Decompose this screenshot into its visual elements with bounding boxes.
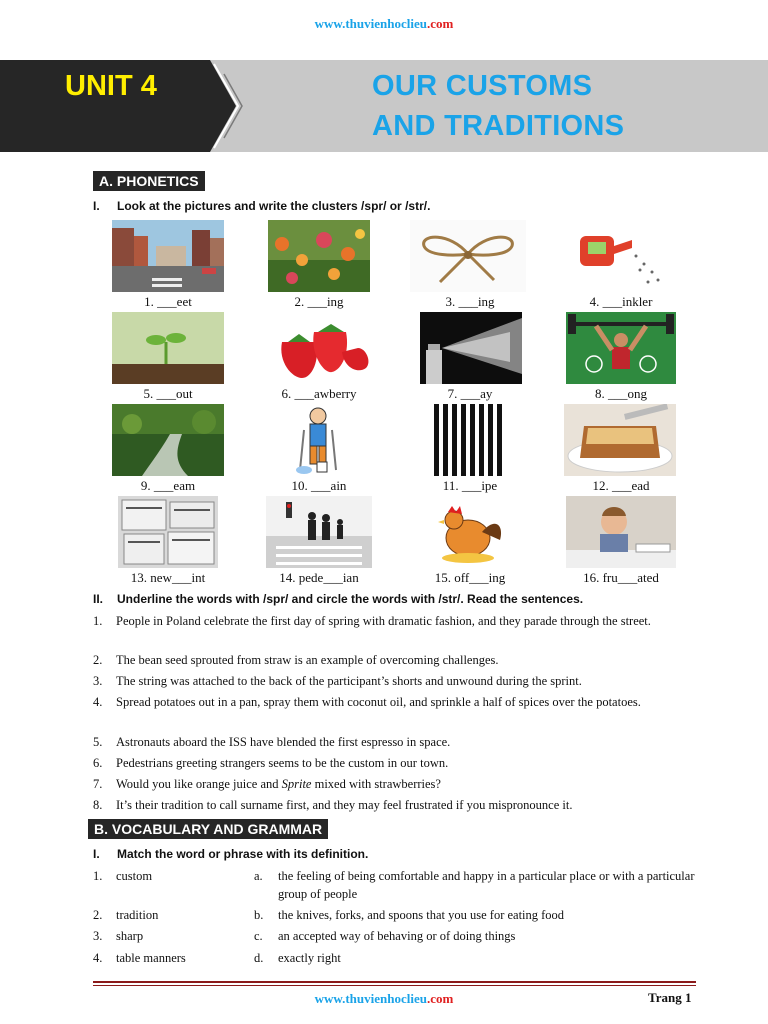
picture-caption: 16. fru___ated [583, 570, 659, 585]
match-definition: exactly right [278, 951, 341, 965]
sentence-text: People in Poland celebrate the first day of spring with dramatic fashion, and they parade through the street. [116, 614, 651, 628]
sentence-text: Pedestrians greeting strangers seems to be the custom in our town. [116, 756, 449, 770]
sentence-number: 6. [93, 756, 103, 770]
match-letter: d. [254, 951, 264, 965]
picture-caption: 8. ___ong [595, 386, 647, 401]
sentence-item [93, 776, 696, 793]
match-letter: c. [254, 929, 263, 943]
match-definition: the feeling of being comfortable and happy in a particular place or with a particular group of people [278, 869, 695, 901]
part-number: II. [93, 592, 104, 606]
page-number: Trang 1 [648, 990, 692, 1005]
footer-url-tld: .com [426, 991, 454, 1006]
unit-title: UNIT 4 [65, 70, 157, 102]
section-a-heading: A. PHONETICS [93, 171, 205, 191]
picture-caption: 11. ___ipe [442, 478, 498, 493]
header-url-tld: .com [426, 16, 454, 31]
newsprint-image [118, 496, 218, 568]
spring-flowers-image [268, 220, 370, 292]
part-number: I. [93, 847, 100, 861]
sentence-item [93, 797, 696, 814]
match-letter: b. [254, 908, 264, 922]
sentence-item [93, 652, 696, 669]
sentence-text-part: mixed with strawberries? [311, 777, 441, 791]
match-number: 1. [93, 869, 103, 883]
frustrated-child-image [566, 496, 676, 568]
instruction-text: Underline the words with /spr/ and circle the words with /str/. Read the sentences. [117, 592, 584, 606]
match-number: 2. [93, 908, 103, 922]
sentence-number: 3. [93, 674, 103, 688]
sentence-item [93, 694, 696, 711]
picture-caption: 13. new___int [130, 570, 206, 585]
spray-image [420, 312, 522, 384]
sentence-number: 5. [93, 735, 103, 749]
header-url-main: www.thuvienhoclieu [314, 16, 427, 31]
sentence-text: It’s their tradition to call surname first, and they may feel frustrated if you mispronounce it. [116, 798, 573, 812]
strain-boy-crutches-image [290, 404, 346, 476]
sprinkler-image [574, 220, 666, 292]
sprout-image [112, 312, 224, 384]
picture-caption: 5. ___out [143, 386, 193, 401]
sentence-number: 8. [93, 798, 103, 812]
picture-caption: 3. ___ing [445, 294, 495, 309]
match-number: 4. [93, 951, 103, 965]
sentence-text [116, 776, 696, 793]
strawberry-image [262, 312, 374, 384]
sentence-number: 7. [93, 777, 103, 791]
pedestrian-crossing-image [266, 496, 372, 568]
sentence-text: Astronauts aboard the ISS have blended the first espresso in space. [116, 735, 451, 749]
sentence-item [93, 613, 696, 630]
strong-weightlifter-image [566, 312, 676, 384]
sentence-text: Spread potatoes out in a pan, spray them with coconut oil, and sprinkle a half of spices over the potatoes. [116, 695, 641, 709]
sentence-number: 2. [93, 653, 103, 667]
footer-divider [93, 981, 696, 983]
match-definition: an accepted way of behaving or of doing things [278, 929, 516, 943]
unit-subtitle-line2: AND TRADITIONS [372, 110, 625, 142]
picture-caption: 12. ___ead [592, 478, 650, 493]
sentence-text: The string was attached to the back of the participant’s shorts and unwound during the sprint. [116, 674, 582, 688]
hen-offspring-image [434, 496, 506, 568]
picture-caption: 2. ___ing [294, 294, 344, 309]
instruction-text: Match the word or phrase with its definition. [117, 847, 369, 861]
part-number: I. [93, 199, 100, 213]
unit-subtitle-line1: OUR CUSTOMS [372, 70, 593, 102]
sentence-text-part: Would you like orange juice and [116, 777, 282, 791]
picture-caption: 4. ___inkler [589, 294, 653, 309]
match-word: tradition [116, 908, 159, 922]
instruction-text: Look at the pictures and write the clusters /spr/ or /str/. [117, 199, 431, 213]
match-definition: the knives, forks, and spoons that you use for eating food [278, 908, 565, 922]
stripe-image [434, 404, 506, 476]
header-url[interactable] [0, 16, 768, 32]
match-word: custom [116, 869, 153, 883]
picture-caption: 7. ___ay [447, 386, 493, 401]
street-image [112, 220, 224, 292]
match-word: sharp [116, 929, 144, 943]
picture-caption: 9. ___eam [140, 478, 196, 493]
picture-caption: 6. ___awberry [281, 386, 357, 401]
match-letter: a. [254, 869, 263, 883]
footer-divider [93, 985, 696, 986]
unit-banner [0, 60, 768, 152]
sentence-number: 4. [93, 695, 103, 709]
section-b-part1-instruction [93, 847, 368, 861]
sentence-text: The bean seed sprouted from straw is an example of overcoming challenges. [116, 653, 499, 667]
picture-caption: 1. ___eet [144, 294, 192, 309]
sentence-item [93, 734, 696, 751]
sentence-item [93, 755, 696, 772]
spread-bread-image [564, 404, 676, 476]
section-a-part2-instruction [93, 592, 583, 606]
match-word: table manners [116, 951, 186, 965]
string-bow-image [410, 220, 526, 292]
sentence-item [93, 673, 696, 690]
stream-image [112, 404, 224, 476]
sentence-number: 1. [93, 614, 103, 628]
footer-url-main: www.thuvienhoclieu [314, 991, 427, 1006]
sentence-text-italic: Sprite [281, 777, 312, 791]
picture-caption: 10. ___ain [291, 478, 347, 493]
section-a-part1-instruction [93, 199, 430, 213]
picture-caption: 14. pede___ian [279, 570, 359, 585]
section-b-heading: B. VOCABULARY AND GRAMMAR [88, 819, 328, 839]
match-number: 3. [93, 929, 103, 943]
picture-caption: 15. off___ing [434, 570, 506, 585]
